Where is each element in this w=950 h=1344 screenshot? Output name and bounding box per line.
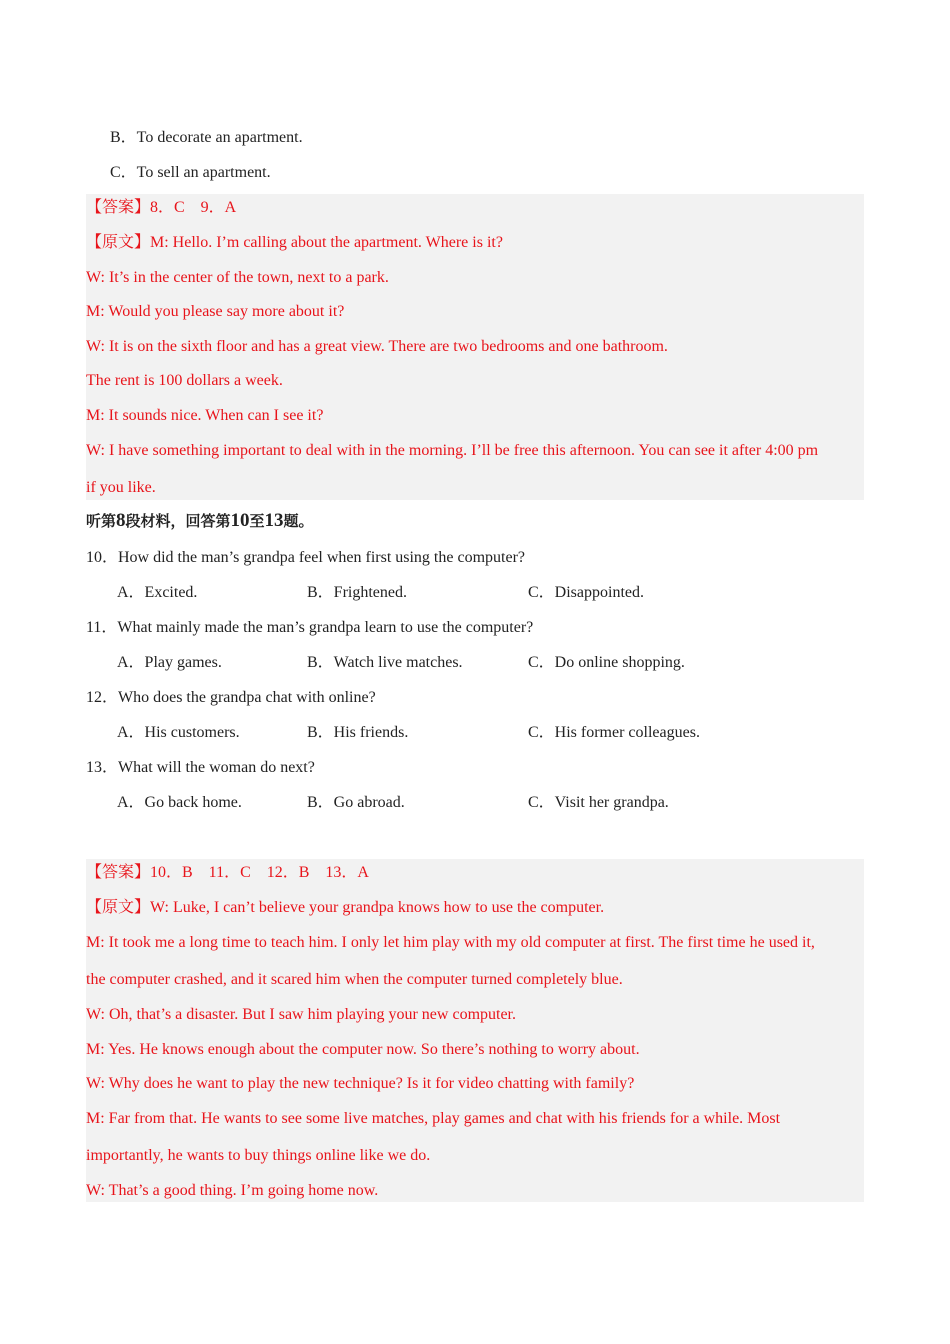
question-13-option-b: B．Go abroad. (307, 794, 405, 811)
section-heading-pre: 听第 (86, 512, 117, 530)
section-heading-num: 8 (116, 510, 126, 531)
question-11-stem: 11．What mainly made the man’s grandpa learn to use the computer? (86, 619, 534, 636)
question-11-option-c: C．Do online shopping. (528, 654, 685, 671)
section-heading-num: 13 (264, 510, 284, 531)
transcript-line: 【原文】W: Luke, I can’t believe your grandpa knows how to use the computer. (86, 899, 605, 916)
question-12-option-b: B．His friends. (307, 724, 409, 741)
question-10-option-c: C．Disappointed. (528, 584, 644, 601)
transcript-line: W: Oh, that’s a disaster. But I saw him playing your new computer. (86, 1006, 516, 1023)
transcript-line: M: Would you please say more about it? (86, 303, 345, 320)
question-12-stem: 12．Who does the grandpa chat with online? (86, 689, 376, 706)
question-12-option-a: A．His customers. (117, 724, 240, 741)
transcript-line: the computer crashed, and it scared him when the computer turned completely blue. (86, 971, 623, 988)
question-11-option-b: B．Watch live matches. (307, 654, 463, 671)
question-13-stem: 13．What will the woman do next? (86, 759, 315, 776)
transcript-line: The rent is 100 dollars a week. (86, 372, 283, 389)
transcript-line: importantly, he wants to buy things online like we do. (86, 1147, 431, 1164)
section-heading-num: 10 (230, 510, 250, 531)
question-10-stem: 10．How did the man’s grandpa feel when first using the computer? (86, 549, 526, 566)
section-heading-mid: 段材料，回答第 (125, 512, 231, 530)
transcript-line: M: Far from that. He wants to see some live matches, play games and chat with his friends for a while. Most (86, 1110, 781, 1127)
transcript-line: if you like. (86, 479, 156, 496)
q9-option-c: C．To sell an apartment. (110, 164, 271, 181)
transcript-line: 【原文】M: Hello. I’m calling about the apartment. Where is it? (86, 234, 503, 251)
question-11-option-a: A．Play games. (117, 654, 222, 671)
answer-line-1: 【答案】8．C 9．A (86, 199, 237, 216)
transcript-line: W: Why does he want to play the new technique? Is it for video chatting with family? (86, 1075, 635, 1092)
q9-option-b: B．To decorate an apartment. (110, 129, 303, 146)
section-heading-post: 题。 (283, 512, 314, 530)
question-10-option-b: B．Frightened. (307, 584, 407, 601)
transcript-line: M: It took me a long time to teach him. I only let him play with my old computer at first. The first time he used it, (86, 934, 815, 951)
section-heading-to: 至 (249, 512, 265, 530)
question-12-option-c: C．His former colleagues. (528, 724, 700, 741)
transcript-line: W: I have something important to deal with in the morning. I’ll be free this afternoon. You can see it after 4:00 pm (86, 442, 819, 459)
transcript-line: W: That’s a good thing. I’m going home now. (86, 1182, 379, 1199)
section-heading (86, 511, 314, 531)
transcript-line: W: It’s in the center of the town, next to a park. (86, 269, 389, 286)
transcript-line: M: It sounds nice. When can I see it? (86, 407, 324, 424)
question-13-option-c: C．Visit her grandpa. (528, 794, 669, 811)
question-10-option-a: A．Excited. (117, 584, 198, 601)
question-13-option-a: A．Go back home. (117, 794, 242, 811)
answer-line-2: 【答案】10．B 11．C 12．B 13．A (86, 864, 369, 881)
transcript-line: W: It is on the sixth floor and has a great view. There are two bedrooms and one bathroom. (86, 338, 668, 355)
transcript-line: M: Yes. He knows enough about the computer now. So there’s nothing to worry about. (86, 1041, 640, 1058)
